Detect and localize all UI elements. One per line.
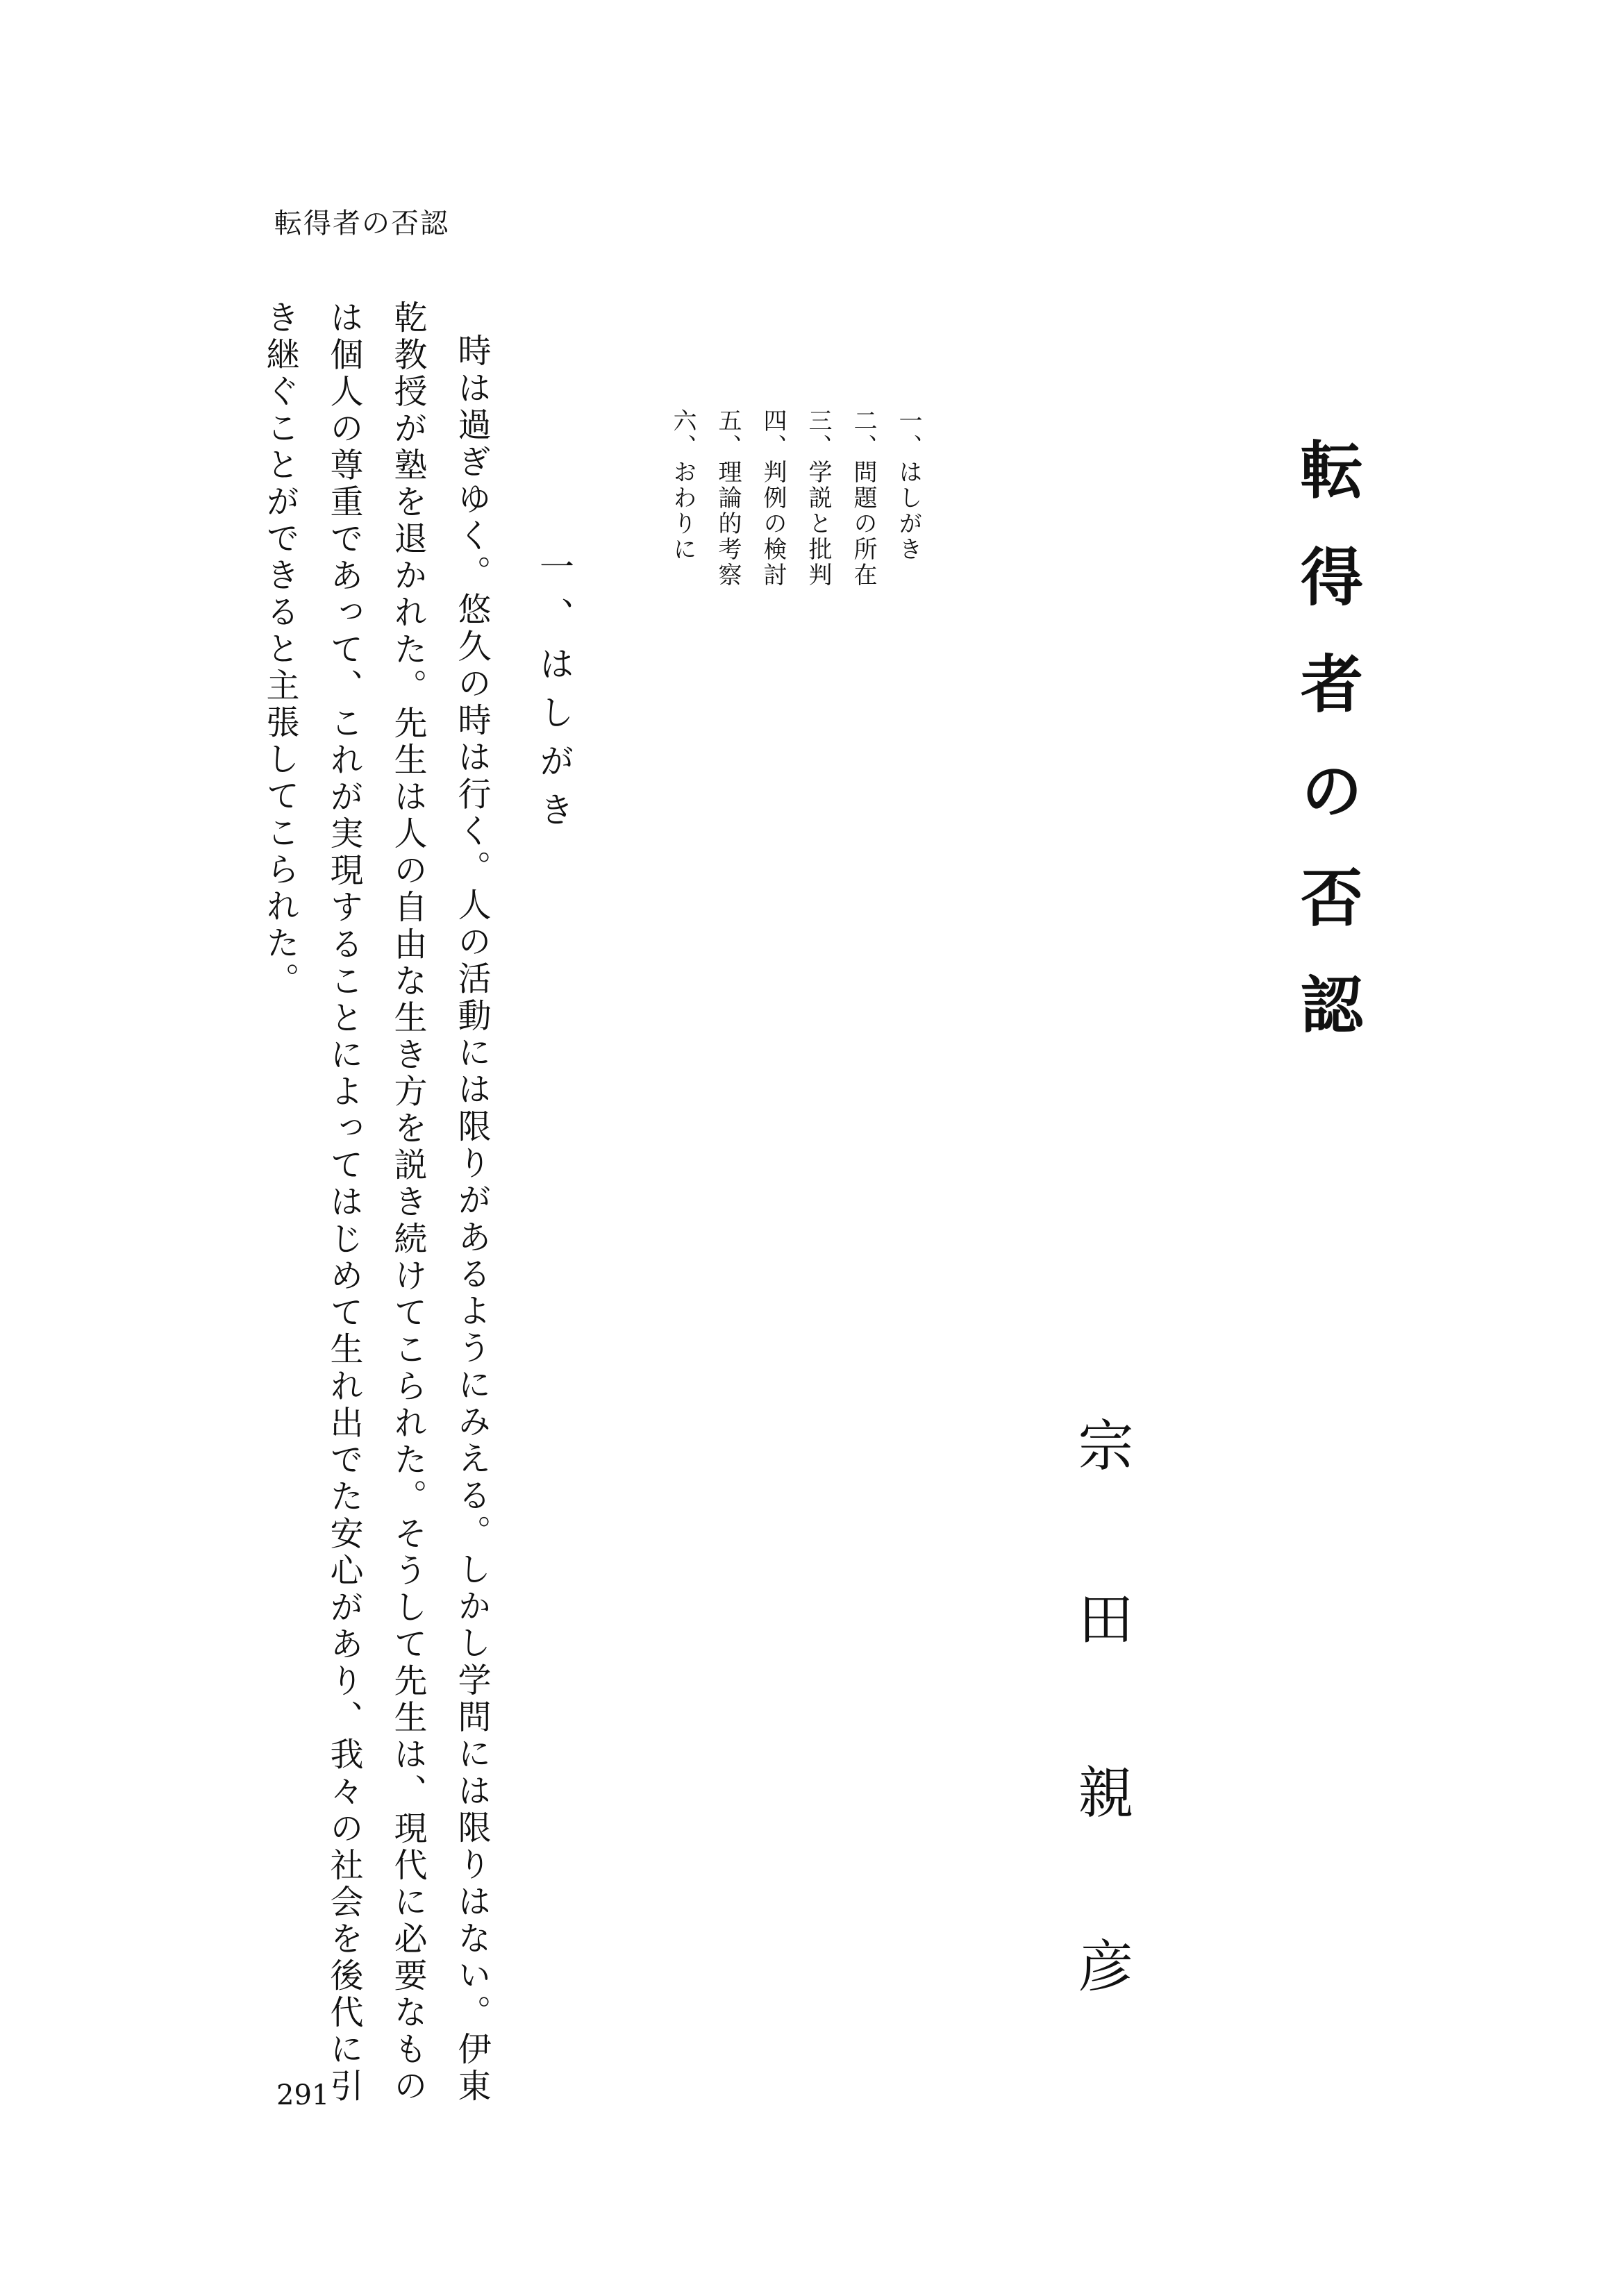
- body-paragraph: 時は過ぎゆく。悠久の時は行く。人の活動には限りがあるようにみえる。しかし学問には限りはない。伊東乾教授が塾を退かれた。先生は人の自由な生き方を説き続けてこられた。そうして先生は、現代に必要なものは個人の尊重であって、これが実現することによってはじめて生れ出でた安心があり、我々の社会を後代に引き継ぐことができると主張してこられた。: [260, 300, 491, 2105]
- running-head: 転得者の否認: [274, 208, 449, 240]
- article-title: 転得者の否認: [1290, 437, 1363, 1079]
- toc-item: 四、判例の検討: [759, 408, 787, 588]
- toc-item: 二、問題の所在: [849, 408, 877, 588]
- toc-item: 三、学説と批判: [804, 408, 832, 588]
- toc-item: 五、理論的考察: [714, 408, 742, 588]
- section-heading: 一、はしがき: [534, 548, 574, 840]
- toc-item: 一、はしがき: [894, 408, 922, 562]
- page-number: 291: [276, 2079, 330, 2111]
- toc-item: 六、おわりに: [669, 408, 697, 562]
- author-name: 宗田親彦: [1069, 1416, 1133, 2111]
- body-text: [226, 300, 503, 2105]
- table-of-contents: [660, 408, 931, 617]
